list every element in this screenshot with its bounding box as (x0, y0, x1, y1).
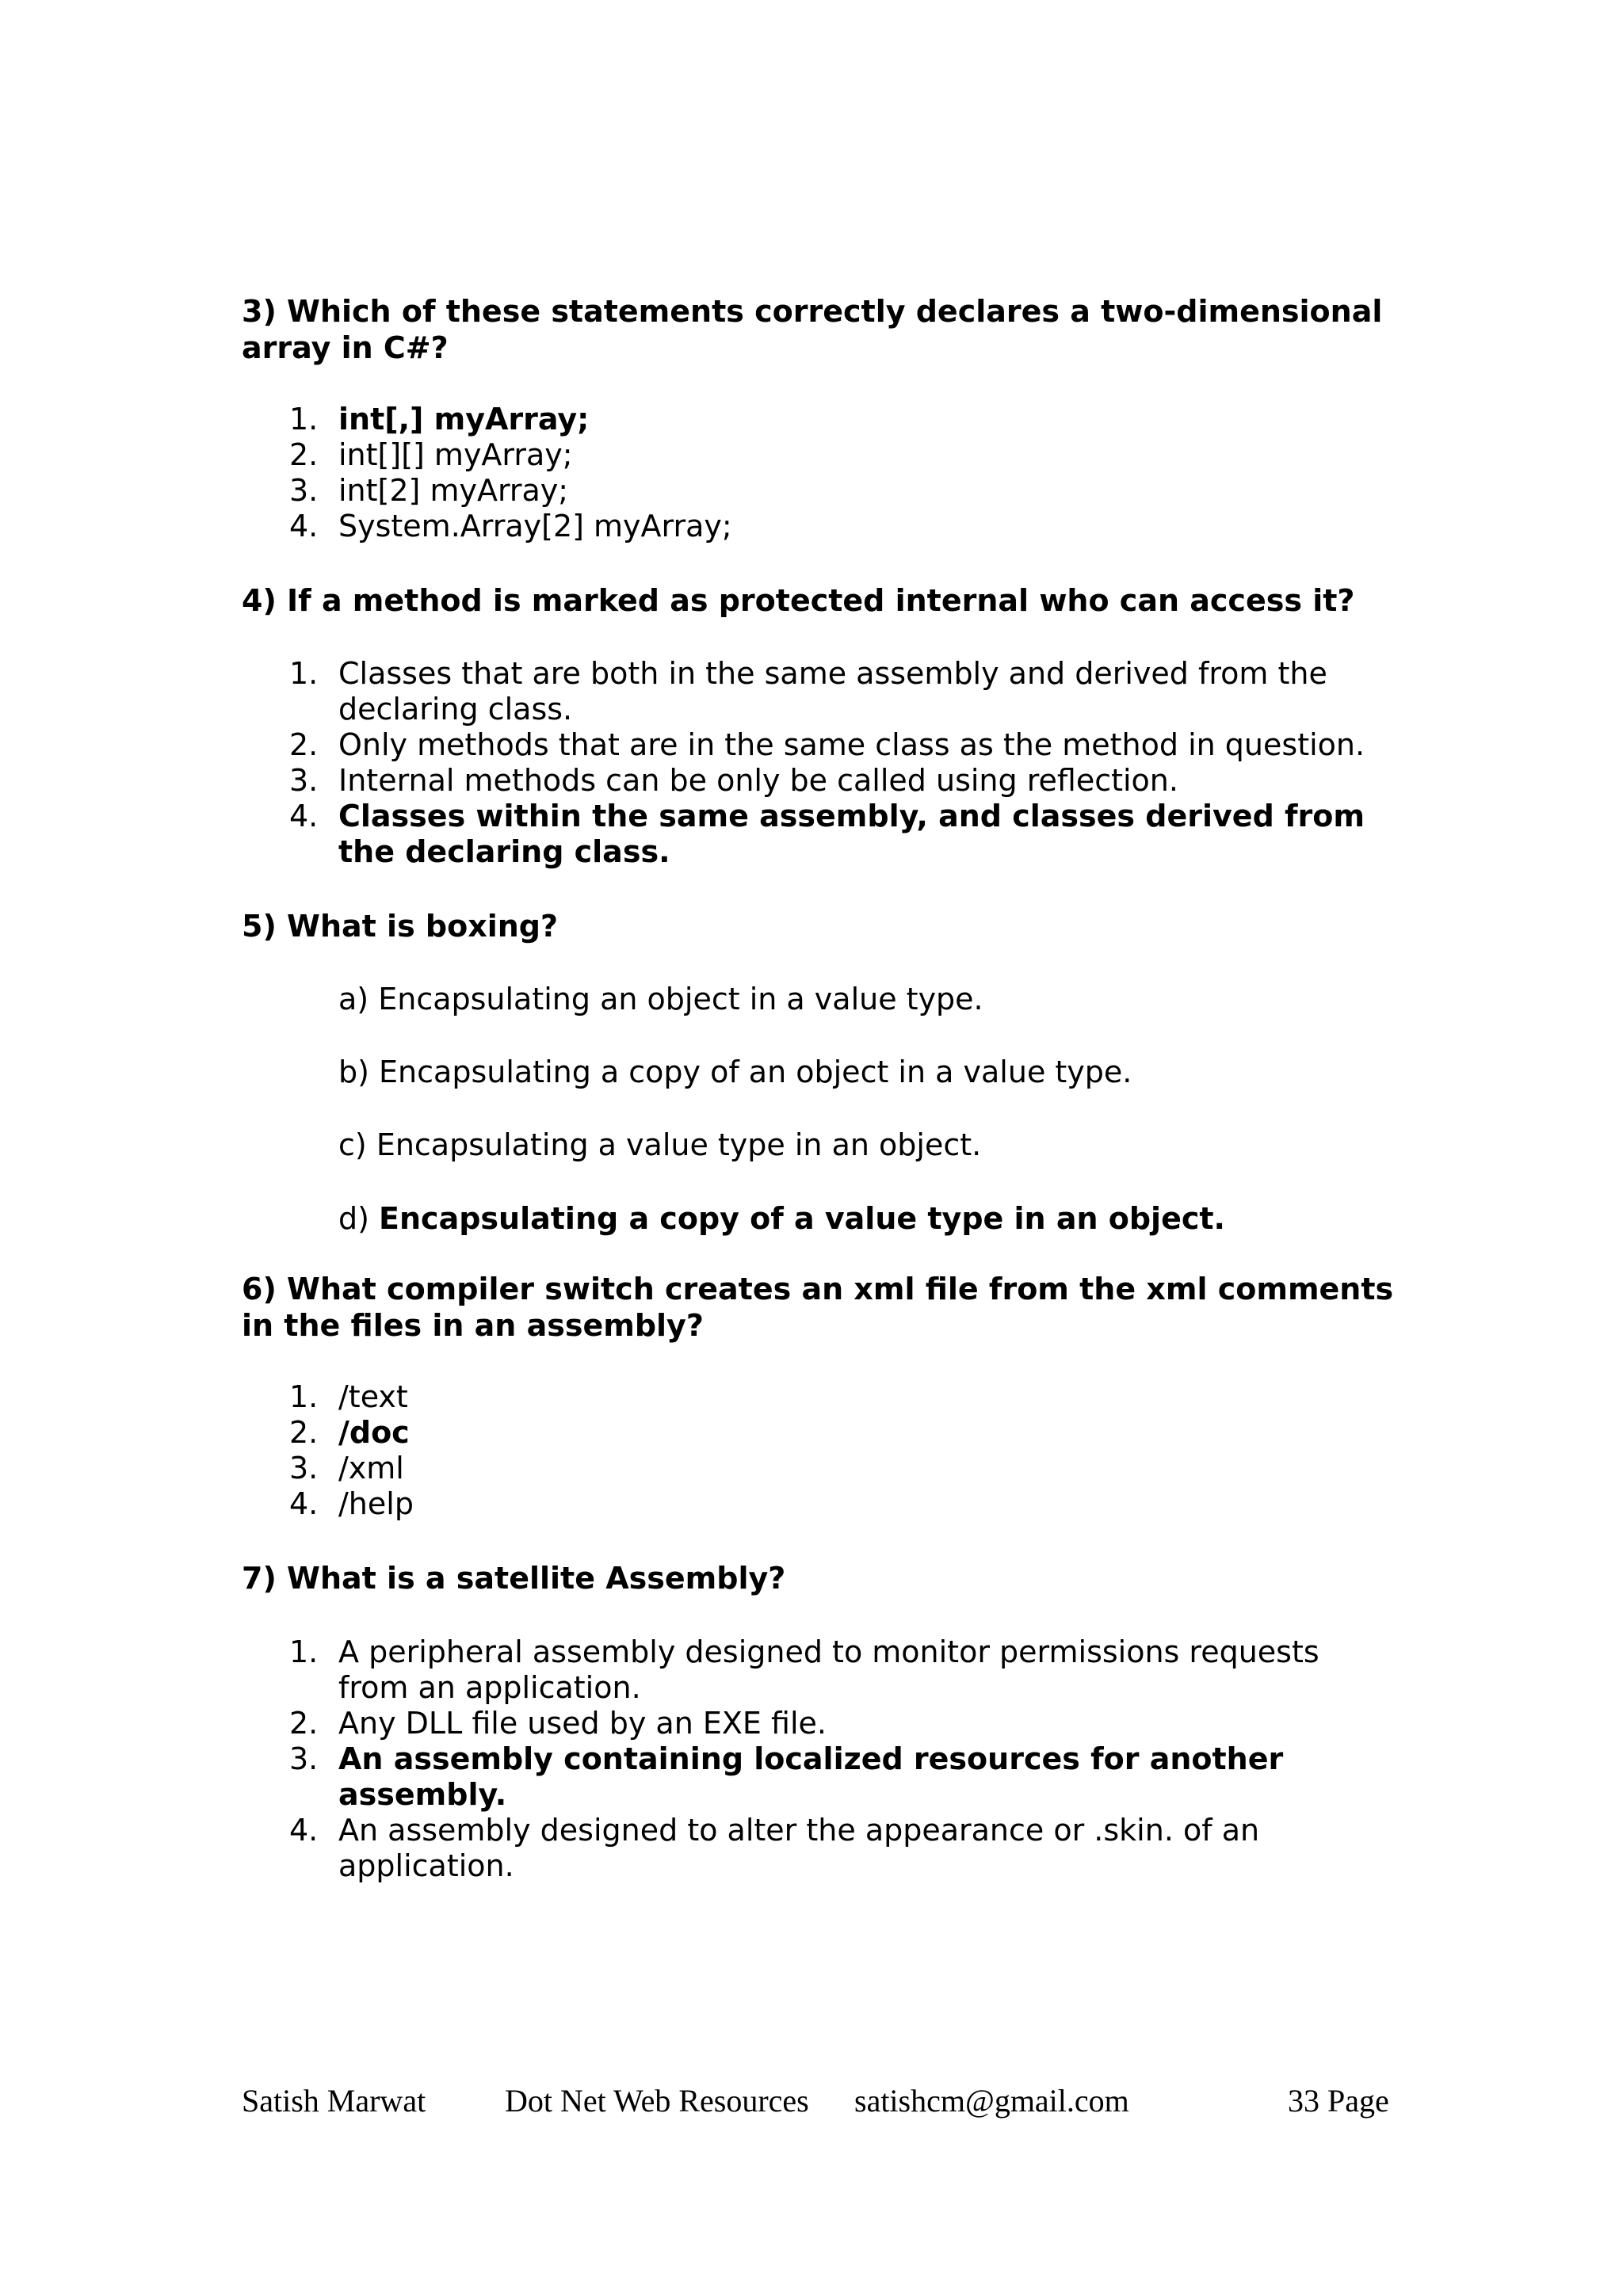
option-number: 1. (289, 1379, 319, 1414)
question-7: 7) What is a satellite Assembly? (242, 1561, 786, 1596)
option-item (242, 1415, 1399, 1451)
footer-site: Dot Net Web Resources (505, 2083, 809, 2119)
option-text: A peripheral assembly designed to monitor permissions requests from an application. (338, 1634, 1319, 1705)
option-text: Only methods that are in the same class as the method in question. (338, 727, 1365, 762)
option-text: /help (338, 1486, 414, 1521)
option-number: 4. (289, 1813, 319, 1848)
question-5: 5) What is boxing? (242, 909, 559, 944)
option-text: System.Array[2] myArray; (338, 509, 732, 543)
option-number: 4. (289, 509, 319, 543)
option-number: 3. (289, 1741, 319, 1776)
option-text: Classes that are both in the same assembly and derived from the declaring class. (338, 656, 1327, 727)
option-number: 4. (289, 1486, 319, 1521)
question-4-options (242, 656, 1399, 870)
option-item (242, 402, 1399, 437)
option-item (242, 1706, 1399, 1741)
option-letter: a) (338, 982, 369, 1016)
option-item (242, 473, 1399, 509)
question-6: 6) What compiler switch creates an xml file from the xml comments in the files in an assembly? (242, 1272, 1394, 1343)
option-text: Encapsulating a copy of a value type in an object. (379, 1201, 1225, 1236)
option-item (338, 982, 983, 1017)
footer-author: Satish Marwat (242, 2083, 426, 2119)
option-number: 3. (289, 473, 319, 508)
option-number: 1. (289, 656, 319, 691)
option-item (338, 1055, 1132, 1090)
option-item (242, 1451, 1399, 1486)
option-item (242, 1813, 1399, 1884)
option-text: An assembly containing localized resources for another assembly. (338, 1741, 1284, 1812)
option-text: An assembly designed to alter the appearance or .skin. of an application. (338, 1813, 1260, 1883)
option-text: Encapsulating a copy of an object in a value type. (379, 1055, 1132, 1089)
option-item (242, 437, 1399, 473)
footer-page-number: 33 Page (1288, 2083, 1389, 2119)
option-text: Any DLL file used by an EXE file. (338, 1706, 827, 1741)
option-item (242, 1741, 1399, 1813)
option-number: 4. (289, 799, 319, 833)
option-number: 1. (289, 1634, 319, 1669)
option-letter: d) (338, 1201, 369, 1236)
option-number: 3. (289, 1451, 319, 1486)
option-text: int[2] myArray; (338, 473, 569, 508)
option-text: Classes within the same assembly, and classes derived from the declaring class. (338, 799, 1365, 869)
option-text: Encapsulating a value type in an object. (376, 1127, 982, 1162)
option-number: 2. (289, 1415, 319, 1450)
option-item (242, 656, 1399, 727)
option-item (242, 1486, 1399, 1522)
question-4: 4) If a method is marked as protected internal who can access it? (242, 583, 1355, 618)
option-item (338, 1201, 1225, 1237)
option-item (242, 1379, 1399, 1415)
option-text: /xml (338, 1451, 404, 1486)
question-3: 3) Which of these statements correctly declares a two-dimensional array in C#? (242, 294, 1383, 365)
option-item (242, 763, 1399, 799)
option-number: 3. (289, 763, 319, 798)
option-text: /doc (338, 1415, 410, 1450)
option-text: Internal methods can be only be called using reflection. (338, 763, 1178, 798)
option-item (242, 727, 1399, 763)
option-number: 2. (289, 727, 319, 762)
option-number: 2. (289, 437, 319, 472)
option-text: /text (338, 1379, 408, 1414)
option-text: Encapsulating an object in a value type. (378, 982, 983, 1016)
question-6-options (242, 1379, 1399, 1522)
option-number: 2. (289, 1706, 319, 1741)
option-item (242, 509, 1399, 544)
option-letter: b) (338, 1055, 369, 1089)
option-item (338, 1127, 981, 1163)
question-7-options (242, 1634, 1399, 1884)
option-item (242, 1634, 1399, 1706)
option-text: int[][] myArray; (338, 437, 573, 472)
question-3-options (242, 402, 1399, 544)
option-letter: c) (338, 1127, 367, 1162)
option-item (242, 799, 1399, 870)
option-number: 1. (289, 402, 319, 437)
footer-email: satishcm@gmail.com (854, 2083, 1129, 2119)
option-text: int[,] myArray; (338, 402, 590, 437)
